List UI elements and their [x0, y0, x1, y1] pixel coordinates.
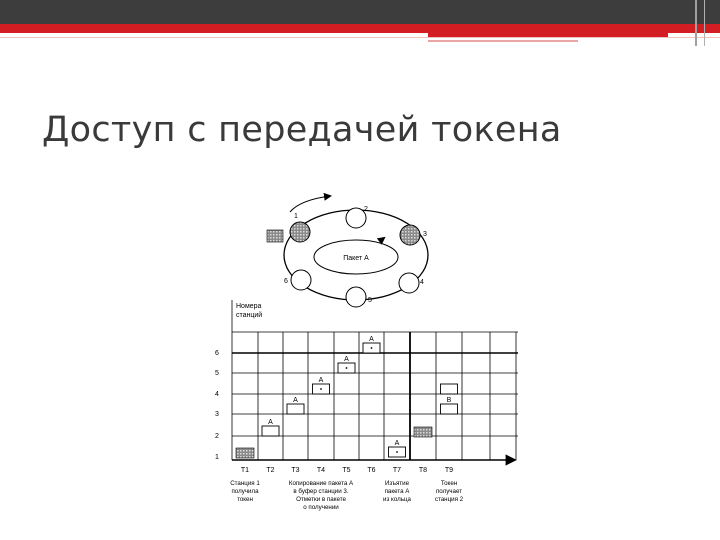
- y-tick-label-6: 6: [215, 350, 219, 357]
- caption-T4-line-1: в буфер станции 3.: [293, 488, 349, 495]
- caption-T1-line-1: получила: [231, 488, 259, 495]
- packet-mark-T4-4: [320, 388, 322, 390]
- token-T1: [236, 448, 254, 458]
- packet-mark-T5-5: [346, 367, 348, 369]
- x-tick-label-T7: T7: [392, 467, 402, 474]
- y-axis-title-line2: станций: [236, 312, 263, 319]
- x-tick-label-T3: T3: [291, 467, 300, 474]
- caption-T9-line-1: получает: [435, 488, 463, 495]
- caption-T7-line-0: Изъятие: [384, 480, 410, 487]
- caption-T1-line-0: Станция 1: [230, 480, 260, 487]
- packet-label-T7-1: A: [394, 440, 400, 447]
- caption-T1-line-2: токен: [237, 496, 253, 503]
- caption-T7-line-2: из кольца: [383, 496, 411, 503]
- ring-station-label-3: 3: [423, 231, 427, 238]
- ring-station-label-1: 1: [294, 213, 298, 220]
- ring-station-4: [399, 273, 419, 293]
- packet-label-T6-6: A: [369, 336, 374, 343]
- packet-T9-4: [441, 384, 458, 394]
- ring-station-5: [346, 287, 366, 307]
- caption-T9-line-2: станция 2: [434, 496, 464, 503]
- x-tick-label-T4: T4: [316, 467, 326, 474]
- x-tick-label-T6: T6: [367, 467, 376, 474]
- ring-station-3: [400, 225, 420, 245]
- y-tick-label-4: 4: [215, 391, 219, 398]
- y-tick-label-1: 1: [215, 454, 219, 461]
- x-tick-label-T8: T8: [418, 467, 428, 474]
- y-tick-label-2: 2: [215, 433, 219, 440]
- packet-mark-T6-6: [371, 347, 373, 349]
- timeline-diagram: [215, 300, 518, 511]
- token-T8: [414, 427, 432, 437]
- packet-T3-3: [287, 404, 304, 414]
- ring-center-label: Пакет А: [343, 255, 369, 262]
- x-tick-label-T9: T9: [444, 467, 454, 474]
- packet-label-T4-4: A: [318, 377, 324, 384]
- ring-inner-arrow: [380, 238, 384, 241]
- ring-station-1: [290, 222, 310, 242]
- y-tick-label-5: 5: [215, 370, 219, 377]
- ring-station-label-6: 6: [284, 278, 288, 285]
- packet-T9-3: [441, 404, 458, 414]
- x-tick-label-T1: T1: [240, 467, 250, 474]
- caption-T4-line-3: о получении: [303, 504, 339, 511]
- caption-T4-line-2: Отметки в пакете: [296, 496, 346, 503]
- x-tick-label-T5: T5: [342, 467, 351, 474]
- ring-station-label-5: 5: [368, 297, 372, 304]
- ring-station-2: [346, 208, 366, 228]
- caption-T4-line-0: Копирование пакета А: [288, 480, 354, 487]
- ring-direction-arrow: [290, 196, 330, 212]
- ring-token-box: [267, 230, 283, 242]
- packet-label-T2-2: A: [268, 419, 273, 426]
- ring-diagram: [267, 196, 428, 307]
- caption-T9-line-0: Токен: [440, 480, 458, 487]
- x-tick-label-T2: T2: [266, 467, 275, 474]
- ring-station-label-4: 4: [420, 279, 424, 286]
- y-axis-title-line1: Номера: [236, 303, 262, 310]
- packet-T2-2: [262, 426, 279, 436]
- y-tick-label-3: 3: [215, 411, 219, 418]
- slide-title: Доступ с передачей токена: [42, 110, 562, 150]
- packet-label-T5-5: A: [344, 356, 349, 363]
- packet-label-T9-3: B: [446, 397, 452, 404]
- packet-mark-T7-1: [396, 451, 398, 453]
- ring-station-6: [291, 270, 311, 290]
- caption-T7-line-1: пакета А: [384, 488, 410, 495]
- packet-label-T3-3: A: [293, 397, 298, 404]
- ring-station-label-2: 2: [364, 206, 368, 213]
